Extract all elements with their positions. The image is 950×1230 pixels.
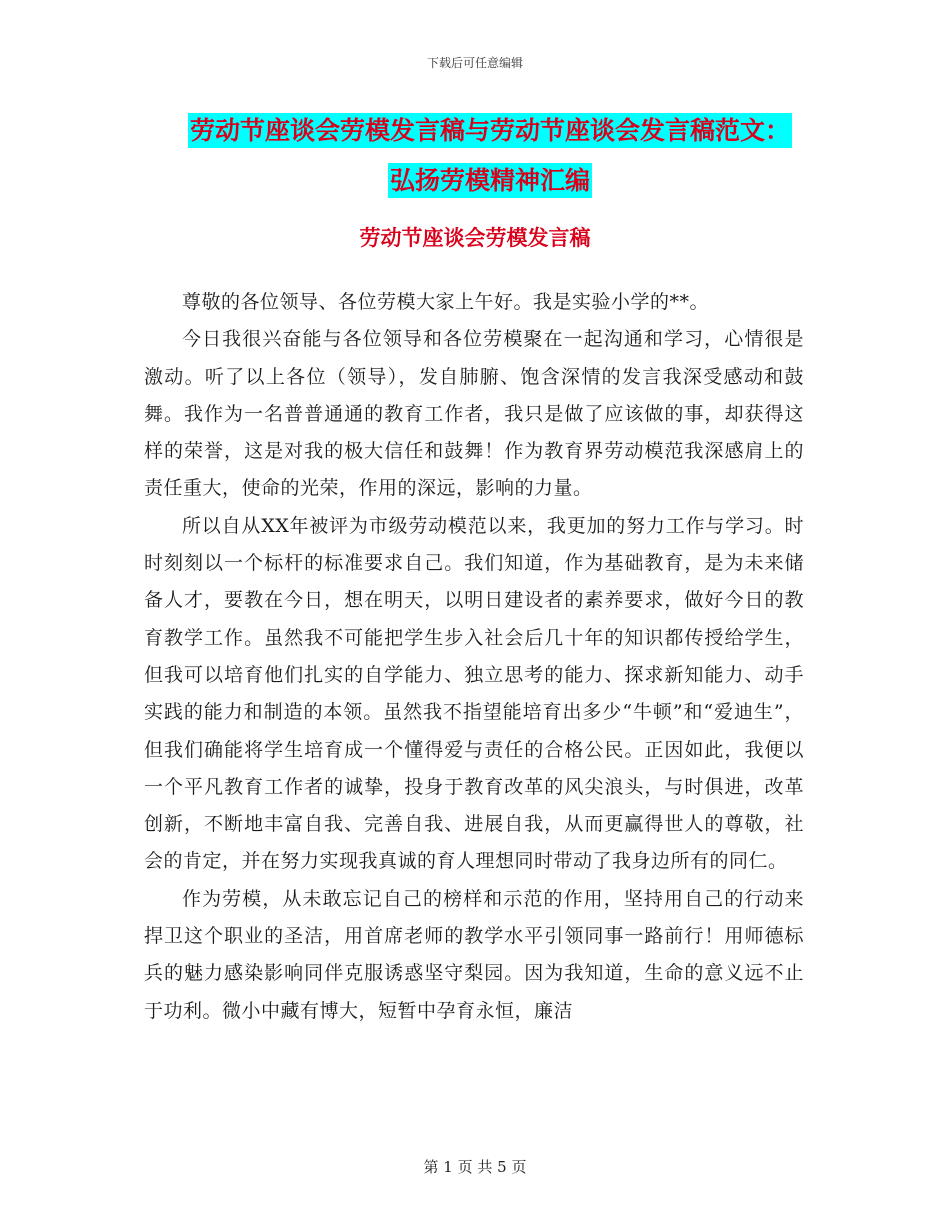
paragraph: 作为劳模，从未敢忘记自己的榜样和示范的作用，坚持用自己的行动来捍卫这个职业的圣洁，用首席老师的教学水平引领同事一路前行！用师德标兵的魅力感染影响同伴克服诱惑坚守梨园。因为我知道，生命的意义远不止于功利。微小中藏有博大，短暂中孕育永恒，廉洁 — [144, 887, 804, 1022]
paragraph: 今日我很兴奋能与各位领导和各位劳模聚在一起沟通和学习，心情很是激动。听了以上各位（领导），发自肺腑、饱含深情的发言我深受感动和鼓舞。我作为一名普普通通的教育工作者，我只是做了应该做的事，却获得这样的荣誉，这是对我的极大信任和鼓舞！作为教育界劳动模范我深感肩上的责任重大，使命的光荣，作用的深远，影响的力量。 — [144, 328, 804, 500]
section-title: 劳动节座谈会劳模发言稿 — [359, 225, 591, 250]
paragraph: 尊敬的各位领导、各位劳模大家上午好。我是实验小学的**。 — [182, 291, 710, 313]
document-title-line-2: 弘扬劳模精神汇编 — [388, 163, 592, 198]
header-note: 下载后可任意编辑 — [426, 56, 523, 70]
page-footer — [0, 1156, 950, 1177]
page-number: 1 — [443, 1158, 453, 1176]
body-text — [144, 284, 804, 1030]
page-total: 5 — [497, 1158, 507, 1176]
paragraph: 所以自从XX年被评为市级劳动模范以来，我更加的努力工作与学习。时时刻刻以一个标杆的标准要求自己。我们知道，作为基础教育，是为未来储备人才，要教在今日，想在明天，以明日建设者的素养要求，做好今日的教育教学工作。虽然我不可能把学生步入社会后几十年的知识都传授给学生，但我可以培育他们扎实的自学能力、独立思考的能力、探求新知能力、动手实践的能力和制造的本领。虽然我不指望能培育出多少“牛顿”和“爱迪生”，但我们确能将学生培育成一个懂得爱与责任的合格公民。正因如此，我便以一个平凡教育工作者的诚挚，投身于教育改革的风尖浪头，与时俱进，改革创新，不断地丰富自我、完善自我、进展自我，从而更赢得世人的尊敬，社会的肯定，并在努力实现我真诚的育人理想同时带动了我身边所有的同仁。 — [144, 514, 804, 873]
document-title — [140, 106, 840, 206]
footer-suffix: 页 — [511, 1158, 527, 1176]
footer-prefix: 第 — [423, 1158, 439, 1176]
footer-mid: 页 共 — [457, 1158, 493, 1176]
document-title-line-1: 劳动节座谈会劳模发言稿与劳动节座谈会发言稿范文： — [188, 113, 792, 148]
